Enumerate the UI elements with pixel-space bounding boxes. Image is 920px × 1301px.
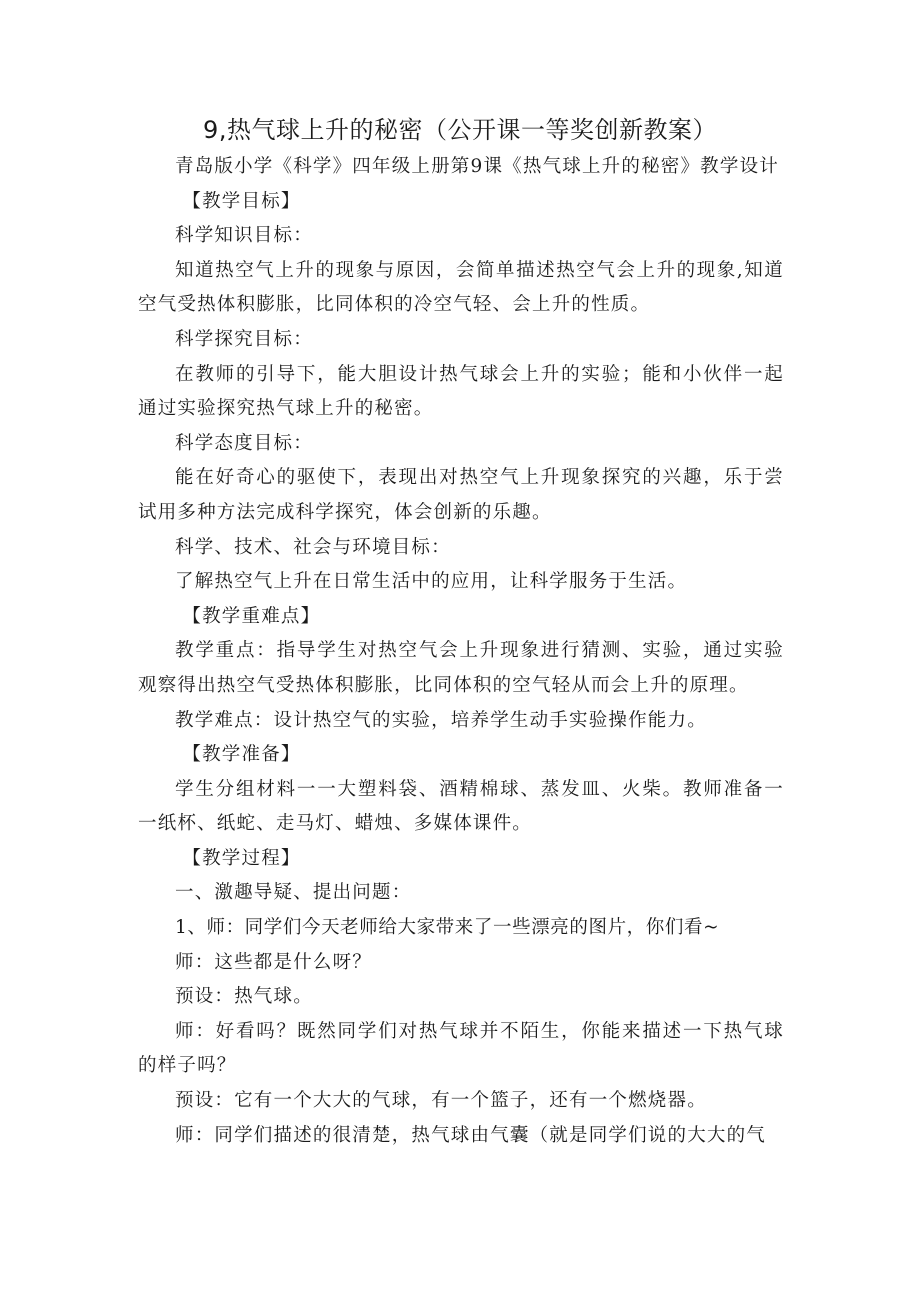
section-heading-keypoints: 【教学重难点】: [182, 605, 321, 627]
dialogue-teacher-3: 师：好看吗？既然同学们对热气球并不陌生，你能来描述一下热气球的样子吗？: [138, 1020, 784, 1077]
attitude-goal-text: 能在好奇心的驱使下，表现出对热空气上升现象探究的兴趣，乐于尝试用多种方法完成科学探究，体会创新的乐趣。: [138, 467, 784, 523]
inquiry-goal-text: 在教师的引导下，能大胆设计热气球会上升的实验；能和小伙伴一起通过实验探究热气球上升的秘密。: [138, 363, 784, 420]
document-title: 9,热气球上升的秘密（公开课一等奖创新教案）: [203, 116, 717, 144]
knowledge-goal-text: 知道热空气上升的现象与原因，会简单描述热空气会上升的现象,知道空气受热体积膨胀，比同体积的冷空气轻、会上升的性质。: [138, 259, 784, 316]
sts-goal-label: 科学、技术、社会与环境目标：: [175, 536, 451, 558]
dialogue-preset-2: 预设：它有一个大大的气球，有一个篮子，还有一个燃烧器。: [175, 1090, 707, 1112]
dialogue-preset-1: 预设：热气球。: [175, 986, 313, 1008]
attitude-goal-label: 科学态度目标：: [175, 432, 313, 454]
paragraph-intro: 青岛版小学《科学》四年级上册第9课《热气球上升的秘密》教学设计: [175, 156, 779, 177]
dialogue-teacher-4: 师：同学们描述的很清楚，热气球由气囊（就是同学们说的大大的气: [175, 1124, 767, 1146]
section-heading-objectives: 【教学目标】: [182, 190, 301, 212]
section-heading-process: 【教学过程】: [182, 847, 301, 869]
knowledge-goal-label: 科学知识目标：: [175, 225, 313, 247]
section-heading-preparation: 【教学准备】: [182, 744, 301, 766]
preparation-text: 学生分组材料一一大塑料袋、酒精棉球、蒸发皿、火柴。教师准备一一纸杯、纸蛇、走马灯、蜡烛、多媒体课件。: [138, 778, 784, 835]
document-body: [138, 150, 784, 1153]
process-step-one: 一、激趣导疑、提出问题：: [175, 882, 412, 904]
dialogue-teacher-2: 师：这些都是什么呀？: [175, 951, 373, 973]
keypoint-text: 教学重点：指导学生对热空气会上升现象进行猜测、实验，通过实验观察得出热空气受热体积膨胀，比同体积的空气轻从而会上升的原理。: [138, 640, 784, 696]
difficulty-text: 教学难点：设计热空气的实验，培养学生动手实验操作能力。: [175, 709, 707, 731]
inquiry-goal-label: 科学探究目标：: [175, 328, 313, 350]
sts-goal-text: 了解热空气上升在日常生活中的应用，让科学服务于生活。: [175, 571, 688, 593]
dialogue-teacher-1: 1、师：同学们今天老师给大家带来了一些漂亮的图片，你们看~: [175, 917, 720, 939]
